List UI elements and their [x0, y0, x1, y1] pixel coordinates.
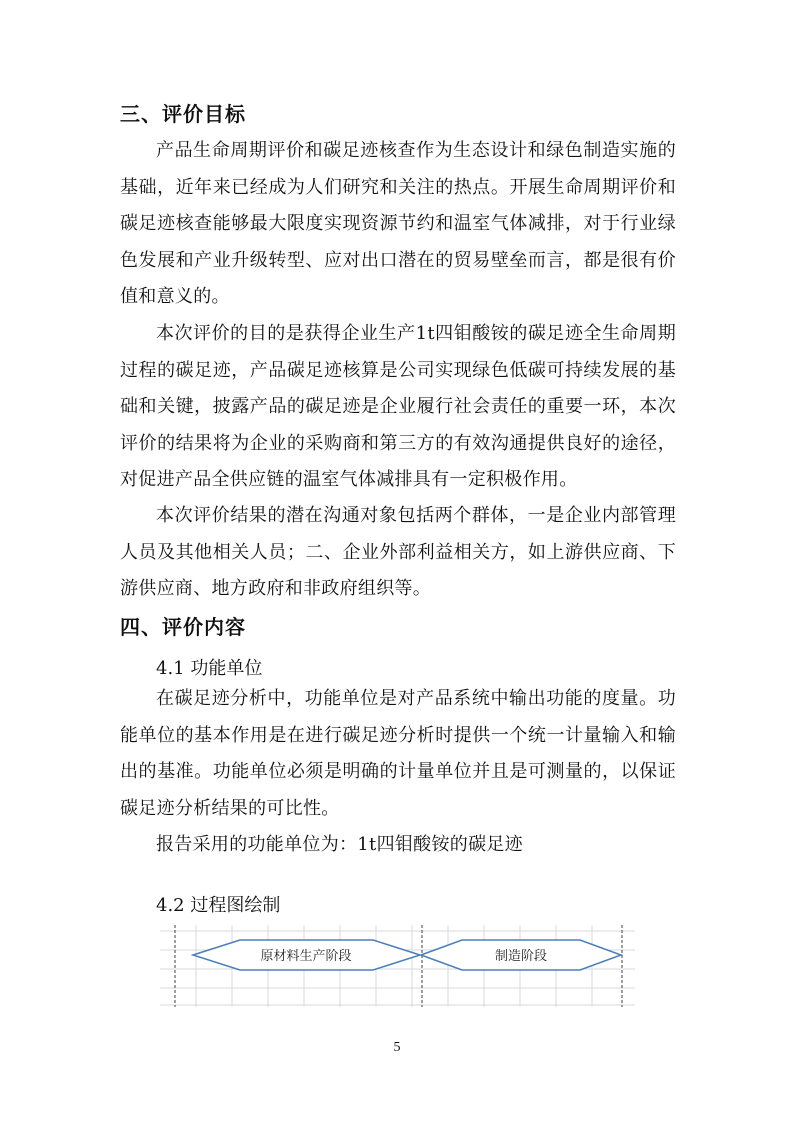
section-4-heading: 四、评价内容 — [120, 615, 246, 639]
section-3-paragraph-1: 产品生命周期评价和碳足迹核查作为生态设计和绿色制造实施的基础，近年来已经成为人们研究和关注的热点。开展生命周期评价和碳足迹核查能够最大限度实现资源节约和温室气体减排，对于行业绿色发展和产业升级转型、应对出口潜在的贸易壁垒而言，都是很有价值和意义的。 — [120, 140, 676, 307]
section-3-heading: 三、评价目标 — [120, 102, 246, 126]
page-number: 5 — [393, 1040, 401, 1055]
subsection-4-1-paragraph-1: 在碳足迹分析中，功能单位是对产品系统中输出功能的度量。功能单位的基本作用是在进行碳足迹分析时提供一个统一计量输入和输出的基准。功能单位必须是明确的计量单位并且是可测量的，以保证碳足迹分析结果的可比性。 — [120, 688, 676, 819]
process-diagram — [160, 925, 635, 1007]
subsection-4-1-title: 4.1 功能单位 — [156, 658, 263, 679]
stage-raw-material-production — [193, 940, 420, 970]
stage-manufacturing-label: 制造阶段 — [494, 949, 548, 964]
subsection-4-2-title: 4.2 过程图绘制 — [156, 895, 281, 916]
section-3-paragraph-3: 本次评价结果的潜在沟通对象包括两个群体，一是企业内部管理人员及其他相关人员；二、企业外部利益相关方，如上游供应商、下游供应商、地方政府和非政府组织等。 — [120, 505, 676, 599]
section-3-paragraph-2: 本次评价的目的是获得企业生产1t四钼酸铵的碳足迹全生命周期过程的碳足迹，产品碳足迹核算是公司实现绿色低碳可持续发展的基础和关键，披露产品的碳足迹是企业履行社会责任的重要一环，本次评价的结果将为企业的采购商和第三方的有效沟通提供良好的途径，对促进产品全供应链的温室气体减排具有一定积极作用。 — [120, 323, 676, 490]
stage-raw-material-label: 原材料生产阶段 — [260, 949, 352, 964]
subsection-4-1-paragraph-2: 报告采用的功能单位为：1t四钼酸铵的碳足迹 — [156, 834, 523, 855]
stage-manufacturing — [421, 940, 621, 970]
